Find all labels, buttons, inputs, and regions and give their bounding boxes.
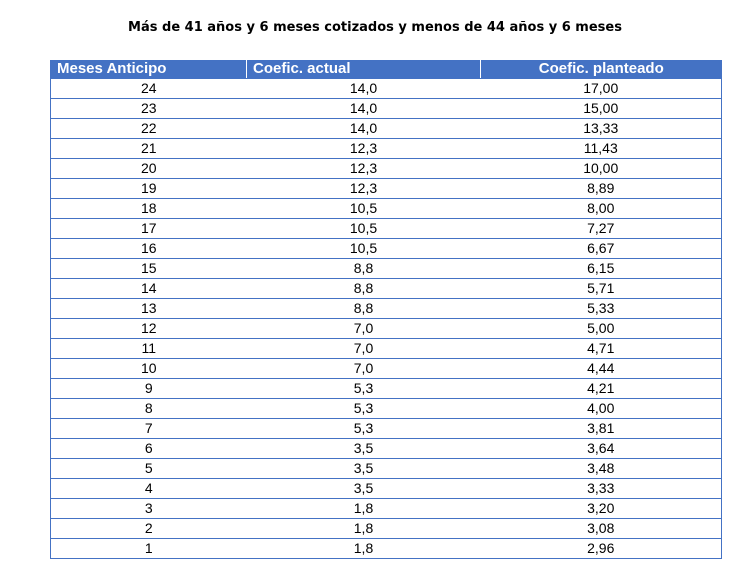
cell-coefic-planteado: 13,33 [481,119,722,139]
cell-coefic-planteado: 4,44 [481,359,722,379]
cell-coefic-planteado: 3,81 [481,419,722,439]
table-row [51,479,722,499]
cell-coefic-planteado: 5,71 [481,279,722,299]
table-header [51,60,722,79]
cell-coefic-actual: 7,0 [247,359,481,379]
header-meses-anticipo: Meses Anticipo [51,60,247,79]
cell-coefic-actual: 8,8 [247,299,481,319]
table-title: Más de 41 años y 6 meses cotizados y menos de 44 años y 6 meses [128,20,622,35]
cell-meses-anticipo: 16 [51,239,247,259]
cell-coefic-planteado: 8,00 [481,199,722,219]
cell-meses-anticipo: 15 [51,259,247,279]
table-row [51,319,722,339]
table-row [51,279,722,299]
cell-coefic-actual: 3,5 [247,439,481,459]
cell-meses-anticipo: 22 [51,119,247,139]
header-row [51,60,722,79]
table-row [51,439,722,459]
cell-coefic-planteado: 3,33 [481,479,722,499]
table-row [51,419,722,439]
table-row [51,79,722,99]
cell-coefic-planteado: 5,33 [481,299,722,319]
cell-meses-anticipo: 8 [51,399,247,419]
cell-coefic-actual: 7,0 [247,339,481,359]
table-row [51,119,722,139]
cell-coefic-actual: 3,5 [247,459,481,479]
cell-coefic-planteado: 8,89 [481,179,722,199]
cell-coefic-actual: 8,8 [247,259,481,279]
table-row [51,219,722,239]
cell-coefic-actual: 1,8 [247,539,481,559]
table-row [51,539,722,559]
cell-coefic-planteado: 15,00 [481,99,722,119]
header-coefic-planteado: Coefic. planteado [481,60,722,79]
cell-meses-anticipo: 5 [51,459,247,479]
cell-meses-anticipo: 9 [51,379,247,399]
cell-coefic-planteado: 10,00 [481,159,722,179]
cell-meses-anticipo: 13 [51,299,247,319]
cell-meses-anticipo: 14 [51,279,247,299]
cell-coefic-planteado: 6,67 [481,239,722,259]
table-row [51,339,722,359]
table-row [51,299,722,319]
table-body [51,79,722,559]
cell-meses-anticipo: 20 [51,159,247,179]
cell-coefic-actual: 14,0 [247,99,481,119]
cell-coefic-planteado: 3,64 [481,439,722,459]
cell-meses-anticipo: 24 [51,79,247,99]
cell-coefic-actual: 10,5 [247,199,481,219]
cell-meses-anticipo: 19 [51,179,247,199]
table-row [51,399,722,419]
cell-meses-anticipo: 7 [51,419,247,439]
cell-meses-anticipo: 4 [51,479,247,499]
table-row [51,239,722,259]
table-row [51,259,722,279]
table-row [51,99,722,119]
cell-coefic-planteado: 4,00 [481,399,722,419]
cell-coefic-planteado: 7,27 [481,219,722,239]
cell-coefic-planteado: 3,08 [481,519,722,539]
cell-meses-anticipo: 3 [51,499,247,519]
cell-coefic-planteado: 3,48 [481,459,722,479]
cell-coefic-actual: 5,3 [247,379,481,399]
cell-coefic-actual: 1,8 [247,499,481,519]
cell-coefic-actual: 1,8 [247,519,481,539]
cell-coefic-actual: 10,5 [247,219,481,239]
header-coefic-actual: Coefic. actual [247,60,481,79]
cell-meses-anticipo: 18 [51,199,247,219]
cell-meses-anticipo: 11 [51,339,247,359]
cell-coefic-planteado: 4,21 [481,379,722,399]
cell-coefic-planteado: 5,00 [481,319,722,339]
cell-meses-anticipo: 23 [51,99,247,119]
table-row [51,359,722,379]
cell-coefic-actual: 14,0 [247,79,481,99]
cell-coefic-actual: 14,0 [247,119,481,139]
cell-coefic-planteado: 2,96 [481,539,722,559]
cell-coefic-planteado: 17,00 [481,79,722,99]
table-row [51,159,722,179]
cell-coefic-actual: 3,5 [247,479,481,499]
cell-coefic-actual: 12,3 [247,179,481,199]
cell-meses-anticipo: 21 [51,139,247,159]
cell-coefic-actual: 12,3 [247,139,481,159]
table-row [51,139,722,159]
cell-coefic-actual: 10,5 [247,239,481,259]
cell-coefic-actual: 5,3 [247,399,481,419]
cell-coefic-actual: 8,8 [247,279,481,299]
table-row [51,499,722,519]
cell-meses-anticipo: 17 [51,219,247,239]
cell-meses-anticipo: 6 [51,439,247,459]
cell-coefic-actual: 5,3 [247,419,481,439]
table-row [51,519,722,539]
cell-coefic-planteado: 11,43 [481,139,722,159]
cell-coefic-actual: 12,3 [247,159,481,179]
cell-meses-anticipo: 1 [51,539,247,559]
cell-meses-anticipo: 12 [51,319,247,339]
cell-meses-anticipo: 10 [51,359,247,379]
table-row [51,379,722,399]
cell-coefic-actual: 7,0 [247,319,481,339]
cell-meses-anticipo: 2 [51,519,247,539]
coefficients-table [50,60,722,559]
table-row [51,459,722,479]
cell-coefic-planteado: 3,20 [481,499,722,519]
table-row [51,179,722,199]
cell-coefic-planteado: 6,15 [481,259,722,279]
cell-coefic-planteado: 4,71 [481,339,722,359]
table-row [51,199,722,219]
